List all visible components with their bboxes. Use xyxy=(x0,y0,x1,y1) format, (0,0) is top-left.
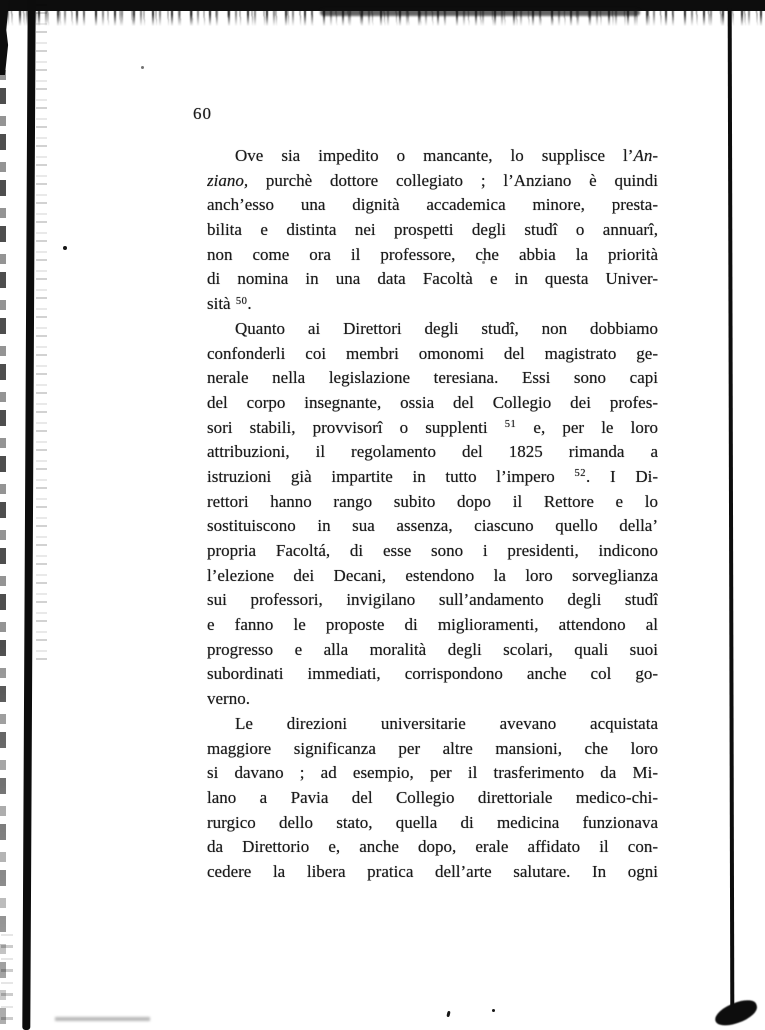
text-line xyxy=(207,366,658,391)
text-segment: ziano, xyxy=(207,170,249,190)
text-segment: del corpo insegnante, ossia del Collegio dei profes- xyxy=(207,392,658,412)
text-line xyxy=(207,465,658,490)
text-segment: . xyxy=(247,294,252,314)
text-segment: subordinati immediati, corrispondono anche col go- xyxy=(207,664,658,684)
text-line xyxy=(207,638,658,663)
text-segment: da Direttorio e, anche dopo, erale affidato il con- xyxy=(207,837,658,857)
text-segment: maggiore significanza per altre mansioni, che loro xyxy=(207,738,658,758)
text-segment: e, per le loro xyxy=(516,417,658,437)
text-line xyxy=(207,786,658,811)
scan-speck xyxy=(446,1011,450,1018)
text-segment: . I Di- xyxy=(586,466,658,486)
text-line xyxy=(207,811,658,836)
text-segment: si davano ; ad esempio, per il trasferimento da Mi- xyxy=(207,763,658,783)
text-line xyxy=(207,267,658,292)
text-line xyxy=(207,440,658,465)
scan-mark-bottom-right-blob xyxy=(712,997,760,1030)
text-segment: confonderli coi membri omonomi del magistrato ge- xyxy=(207,343,658,363)
text-segment: non come ora il professore, che abbia la priorità xyxy=(207,244,658,264)
text-segment: nerale nella legislazione teresiana. Essi sono capi xyxy=(207,368,658,388)
text-line xyxy=(207,835,658,860)
text-segment: istruzioni già impartite in tutto l’impero xyxy=(207,466,575,486)
text-segment: sori stabili, provvisorî o supplenti xyxy=(207,417,505,437)
text-segment: sui professori, invigilano sull’andamento degli studî xyxy=(207,590,658,610)
text-line xyxy=(207,687,658,712)
scan-mark-left-edge-dashes xyxy=(0,70,6,1024)
text-line xyxy=(207,712,658,737)
text-segment: attribuzioni, il regolamento del 1825 rimanda a xyxy=(207,442,658,462)
text-line xyxy=(207,490,658,515)
scan-mark-binding-noise xyxy=(36,0,47,660)
text-segment: rurgico dello stato, quella di medicina funzionava xyxy=(207,812,658,832)
scan-mark-top-shadow xyxy=(320,9,640,16)
page-number: 60 xyxy=(193,104,212,123)
text-line xyxy=(207,761,658,786)
footnote-marker: 51 xyxy=(504,419,517,431)
scan-mark-bottom-left-noise xyxy=(1,930,13,1020)
text-segment: Quanto ai Direttori degli studî, non dobbiamo xyxy=(235,318,658,338)
text-line xyxy=(207,662,658,687)
scan-mark-bottom-smudge xyxy=(55,1017,150,1021)
text-segment: verno. xyxy=(207,689,250,709)
text-line xyxy=(207,613,658,638)
text-segment: cedere la libera pratica dell’arte salutare. In ogni xyxy=(207,861,658,881)
text-line xyxy=(207,243,658,268)
text-block xyxy=(207,144,658,885)
scan-mark-left-edge xyxy=(0,0,9,75)
text-line xyxy=(207,737,658,762)
scan-mark-binding-line xyxy=(22,0,35,1030)
text-line xyxy=(207,144,658,169)
text-segment: Le direzioni universitarie avevano acquistata xyxy=(235,713,658,733)
scan-speck xyxy=(492,1009,495,1012)
text-segment: progresso e alla moralità degli scolari, quali suoi xyxy=(207,639,658,659)
text-segment: lano a Pavia del Collegio direttoriale medico-chi- xyxy=(207,787,658,807)
text-line xyxy=(207,514,658,539)
footnote-marker: 52 xyxy=(574,468,587,480)
text-line xyxy=(207,218,658,243)
text-segment: sostituiscono in sua assenza, ciascuno quello della’ xyxy=(207,516,658,536)
text-segment: sità xyxy=(207,294,236,314)
text-line xyxy=(207,292,658,317)
text-segment: purchè dottore collegiato ; l’Anziano è quindi xyxy=(248,170,658,190)
scan-mark-right-edge-line xyxy=(728,8,735,1010)
text-segment: rettori hanno rango subito dopo il Rettore e lo xyxy=(207,491,658,511)
text-segment: bilita e distinta nei prospetti degli studî o annuarî, xyxy=(207,220,658,240)
text-line xyxy=(207,317,658,342)
text-line xyxy=(207,342,658,367)
text-segment: Ove sia impedito o mancante, lo supplisce l’ xyxy=(235,146,634,165)
scan-mark-top-edge xyxy=(0,0,765,11)
text-segment: e fanno le proposte di miglioramenti, attendono al xyxy=(207,615,658,635)
scan-speck xyxy=(141,66,144,69)
text-line xyxy=(207,391,658,416)
text-line xyxy=(207,416,658,441)
text-segment: l’elezione dei Decani, estendono la loro sorveglianza xyxy=(207,565,658,585)
text-line xyxy=(207,588,658,613)
scan-speck xyxy=(63,246,67,250)
text-line xyxy=(207,539,658,564)
text-line xyxy=(207,193,658,218)
text-segment: propria Facoltá, di esse sono i presidenti, indicono xyxy=(207,541,658,560)
text-line xyxy=(207,169,658,194)
text-line xyxy=(207,860,658,885)
text-segment: di nomina in una data Facoltà e in questa Univer- xyxy=(207,269,658,289)
text-segment: anch’esso una dignità accademica minore, presta- xyxy=(207,195,658,215)
text-line xyxy=(207,564,658,589)
scan-mark-top-speckle xyxy=(0,10,765,28)
footnote-marker: 50 xyxy=(235,295,248,307)
text-segment: An- xyxy=(633,146,658,165)
